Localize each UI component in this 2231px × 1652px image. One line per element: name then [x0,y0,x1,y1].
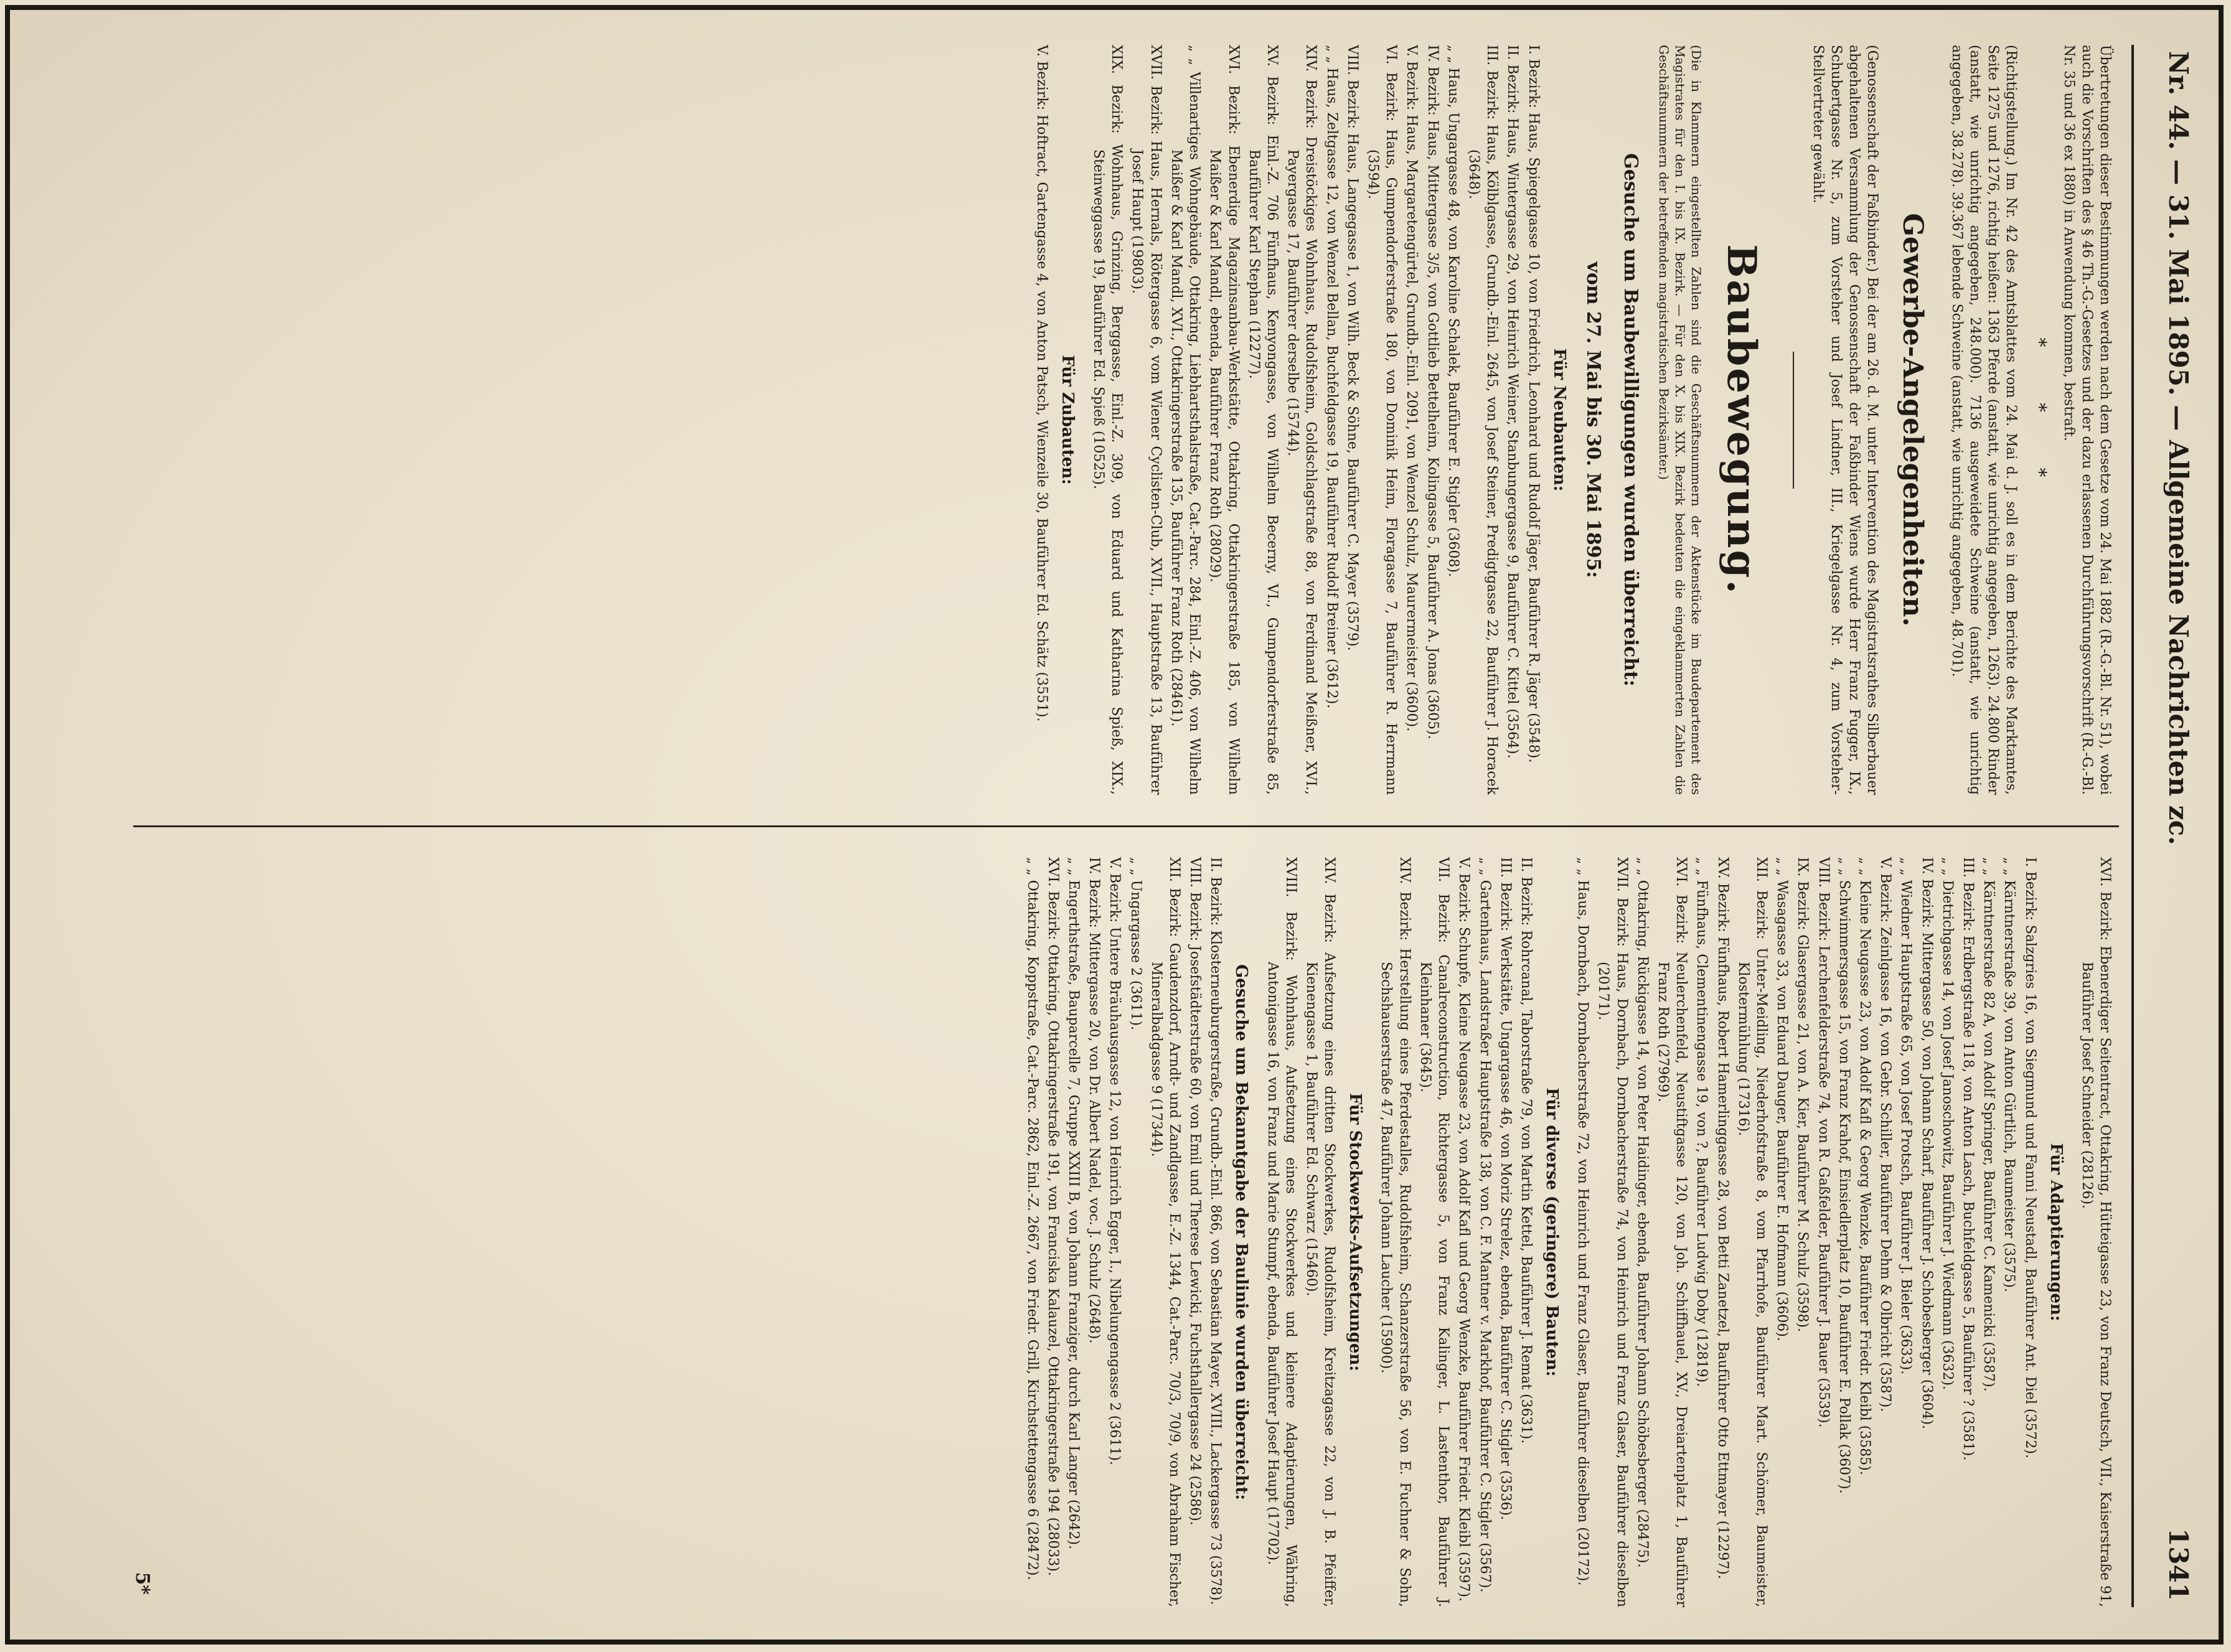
list-item: I. Bezirk: Haus, Spiegelgasse 10, von Friedrich, Leonhard und Rudolf Jäger, Bauführer R. Jäger (3548). [1525,45,1541,763]
stockwerk-list [1263,857,1338,1607]
list-item: „ „ Engerthstraße, Bauparcelle 7, Gruppe XXIII B, von Johann Franziger, durch Karl Langer (2642). [1066,857,1082,1550]
list-item: VIII. Bezirk: Josefstädterstraße 60, von Emil und Therese Lewicki, Fuchsthallergasse 24 (2586). [1187,857,1203,1526]
list-item: „ „ Ottakring, Koppstraße, Cat.-Parc. 2862, Einl.-Z. 2667, von Friedr. Grill, Kirchstettengasse 6 (28472). [1024,857,1040,1580]
list-item: VIII. Bezirk: Lerchenfelderstraße 74, von R. Gaßfelder, Bauführer J. Bauer (3539). [1815,857,1831,1428]
diverse-list [1377,857,1535,1607]
neubauten-list [1089,45,1543,795]
baubewegung-note: (Die in Klammern eingestellten Zahlen sind die Geschäftsnummern der Aktenstücke im Baudepartement des Magistrates für den I. bis IX. Bezirk. — Für den X. bis XIX. Bezirk bedeuten die eingeklammerten Zahlen die Geschäftsnummern der betreffenden magistratischen Bezirksämter.) [1656,45,1704,795]
list-item: XV. Bezirk: Einl.-Z. 706 Fünfhaus, Kenyongasse, von Wilhelm Becerny, VI., Gumpendorferstraße 85, Bauführer Karl Stephan (12277). [1246,45,1280,795]
list-item: „ „ Wasagasse 33, von Eduard Dauger, Bauführer E. Hofmann (3606). [1774,857,1790,1341]
list-item: VIII. Bezirk: Haus, Langegasse 1, von Wilh. Beck & Söhne, Bauführer C. Mayer (3579). [1344,45,1360,651]
list-item: XIX. Bezirk: Wohnhaus, Grinzing, Berggasse, Einl.-Z. 309, von Eduard und Katharina Spieß, XIX., Steinweggasse 19, Bauführer Ed. Spieß (10525). [1091,45,1125,795]
list-item: XIV. Bezirk: Aufsetzung eines dritten Stockwerkes, Rudolfsheim, Kreitzagasse 22, von J. B. Pfeiffer, Kienengasse 1, Bauführer Ed. Schwarz (15460). [1303,857,1338,1607]
list-item: II. Bezirk: Haus, Wintergasse 29, von Heinrich Weiner, Stanbungergasse 9, Bauführer C. Kittel (3564). [1505,45,1521,759]
list-item: III. Bezirk: Haus, Kölblgasse, Grundb.-Einl. 2645, von Josef Steiner, Predigtgasse 22, Bauführer J. Horacek (3648). [1465,45,1500,795]
list-item: V. Bezirk: Untere Bräuhausgasse 12, von Heinrich Egger, I., Nibelungengasse 2 (3611). [1107,857,1123,1465]
header-issue-title: Nr. 44. — 31. Mai 1895. — Allgemeine Nachrichten zc. [2163,51,2194,845]
list-item: „ „ Wiedner Hauptstraße 65, von Josef Protsch, Bauführer J. Bieler (3633). [1898,857,1914,1375]
section-stars: * * * [2028,337,2050,502]
list-item: „ „ Gartenhaus, Landstraßer Hauptstraße 138, von C. F. Mantner v. Markhof, Bauführer C. Stigler (3567). [1477,857,1493,1593]
list-item: VII. Bezirk: Canalreconstruction, Richtergasse 5, von Franz Kalinger, L. Lastenthor, Bauführer J. Kleinhaner (3645). [1417,857,1452,1607]
adaptierungen-list [1574,857,2039,1607]
list-item: „ „ Haus, Dornbach, Dornbacherstraße 72, von Heinrich und Franz Glaser, Bauführer dieselben (20172). [1575,857,1591,1586]
list-item: V. Bezirk: Zeinlgasse 16, von Gebr. Schiller, Bauführer Dehm & Olbricht (3587). [1877,857,1894,1412]
list-item: I. Bezirk: Salzgries 16, von Siegmund und Fanni Neustadl, Bauführer Ant. Diel (3572). [2022,857,2038,1458]
list-item: „ „ Ungargasse 2 (3611). [1127,857,1144,1031]
list-item: XIV. Bezirk: Herstellung eines Pferdestalles, Rudolfsheim, Schanzerstraße 56, von E. Fuchner & Sohn, Sechshauserstraße 47, Bauführer Johann Laucher (15900). [1378,857,1412,1607]
bekanntgabe-list [1023,857,1224,1607]
correction-paragraph: (Richtigstellung.) Im Nr. 42 des Amtsblattes vom 24. Mai d. J. soll es in dem Berichte des Marktamtes, Seite 1275 und 1276, richtig heißen: 1363 Pferde (anstatt, wie unrichtig angegeben, 1263). 24.800 Rinder (anstatt, wie unrichtig angegeben, 248.000). 7136 ausgeweidete Schweine (anstatt, wie unrichtig angegeben, 38.278). 39.367 lebende Schweine (anstatt, wie unrichtig angegeben, 48.701). [1948,45,2019,795]
zubauten-list [1033,45,1051,795]
list-item: XII. Bezirk: Unter-Meidling, Niederhofstraße 8, vom Pfarrhofe, Bauführer Mart. Schömer, Baumeister, Klostermühlung (17316). [1735,857,1769,1607]
list-item: XVI. Bezirk: Neulerchenfeld, Neustiftgasse 120, von Joh. Schiffhauel, XV., Dreiartenplatz 1, Bauführer Franz Roth (27969). [1655,857,1689,1607]
page-header [2131,45,2206,1607]
newspaper-page [127,45,2206,1607]
list-item: V. Bezirk: Schupfe, Kleine Neugasse 23, von Adolf Kafl und Georg Wenzke, Bauführer Friedr. Kleibl (3597). [1456,857,1472,1602]
right-column [1020,857,2114,1607]
list-item: IX. Bezirk: Glasergasse 21, von A. Kier, Bauführer M. Schulz (3598). [1795,857,1811,1333]
neubauten-heading: Für Neubauten: [1549,348,1569,492]
intro-paragraph: Übertretungen dieser Bestimmungen werden nach dem Gesetze vom 24. Mai 1882 (R.-G.-Bl. Nr. 51), wobei auch die Vorschriften des § 46 Th.-G.-Gesetzes und der dazu erlassenen Durchführungsvorschrift (R.-G.-Bl. Nr. 35 und 36 ex 1880) in Anwendung kommen, bestraft. [2060,45,2113,795]
list-item: „ „ Haus, Zeltgasse 12, von Wenzel Bellan, Buchfeldgasse 19, Bauführer Rudolf Breiner (3612). [1323,45,1340,709]
list-item: „ „ Kleine Neugasse 23, von Adolf Kafl & Georg Wenzke, Bauführer Friedr. Kleibl (3585). [1856,857,1872,1475]
list-item: „ „ Haus, Ungargasse 48, von Karoline Schalek, Bauführer E. Stigler (3608). [1445,45,1461,577]
list-item: XVI. Bezirk: Ottakring, Ottakringerstraße 191, von Franciska Kalauzel, Ottakringerstraße 194 (28033). [1045,857,1061,1576]
list-item: III. Bezirk: Werkstätte, Ungargasse 46, von Moriz Strelez, ebenda, Bauführer C. Stigler (3536). [1497,857,1513,1521]
list-item: III. Bezirk: Erdbergstraße 118, von Anton Lasch, Buchfeldgasse 5, Bauführer ? (3581). [1960,857,1976,1461]
list-item: IV. Bezirk: Mittergasse 50, von Johann Scharf, Bauführer J. Schobesberger (3604). [1919,857,1935,1430]
diverse-heading: Für diverse (geringere) Bauten: [1542,1087,1561,1377]
column-divider [133,825,2119,827]
gesuche-date: vom 27. Mai bis 30. Mai 1895: [1582,261,1604,578]
section-rule [1793,352,1794,489]
list-item: XVI. Bezirk: Ebenerdige Magazinsanbau-Werkstätte, Ottakring, Ottakringerstraße 185, von Wilhelm Maißer & Karl Mandl, ebenda, Bauführer Franz Roth (28029). [1207,45,1241,795]
list-item: V. Bezirk: Hoftract, Gartengasse 4, von Anton Patsch, Wienzeile 30, Bauführer Ed. Schätz (3551). [1033,45,1050,722]
gewerbe-paragraph: (Genossenschaft der Faßbinder.) Bei der am 26. d. M. unter Intervention des Magistratsrathes Silberbauer abgehaltenen Versammlung der Genossenschaft der Faßbinder Wiens wurde Herr Franz Fugger, IX., Schubertgasse Nr. 5, zum Vorsteher und Josef Lindner, III., Kriegelgasse Nr. 4, zum Vorsteher-Stellvertreter gewählt. [1810,45,1881,795]
list-item: IV. Bezirk: Haus, Mittergasse 3/5, von Gottlieb Bettelheim, Kolingasse 5, Bauführer A. Jonas (3605). [1424,45,1440,739]
left-column [1030,45,2114,795]
list-item: „ „ Fünfhaus, Clementinengasse 19, von ?, Bauführer Ludwig Doby (12819). [1694,857,1710,1387]
list-item: XII. Bezirk: Gaudenzdorf, Arndt- und Zandlgasse, E.-Z. 1344, Cat.-Parc. 70/3, 70/9, von Abraham Fischer, Mineralbadgasse 9 (17344). [1148,857,1183,1607]
page-number: 1341 [2163,1528,2194,1601]
baubewegung-heading: Baubewegung. [1717,244,1765,596]
list-item: „ „ Schwimmersgasse 15, von Franz Krahof, Einsiedlerplatz 10, Bauführer E. Pollak (3607). [1836,857,1852,1494]
list-item: „ „ Kärntnerstraße 39, von Anton Gürtlich, Baumeister (3575). [2001,857,2017,1292]
list-item: „ „ Dietrichgasse 14, von Josef Janoschowitz, Bauführer J. Wiedmann (3632). [1939,857,1955,1391]
adaptierungen-heading: Für Adaptierungen: [2046,1143,2065,1321]
list-item: VI. Bezirk: Haus, Gumpendorferstraße 180, von Dominik Heim, Floragasse 7, Bauführer R. Herrmann (3594). [1364,45,1399,795]
signature-mark: 5* [131,1572,154,1595]
bekanntgabe-heading: Gesuche um Bekanntgabe der Baulinie wurden überreicht: [1232,964,1251,1500]
stockwerk-heading: Für Stockwerks-Aufsetzungen: [1346,1093,1365,1371]
list-item: IV. Bezirk: Mittergasse 20, von Dr. Albert Nadel, voc. J. Schulz (2648). [1086,857,1102,1344]
list-item: XVII. Bezirk: Haus, Dornbach, Dornbacherstraße 74, von Heinrich und Franz Glaser, Bauführer dieselben (20171). [1595,857,1630,1607]
list-item: XV. Bezirk: Fünfhaus, Robert Hamerlinggasse 28, von Betti Zanetzel, Bauführer Otto Ettmayer (12297). [1714,857,1731,1579]
list-item: „ „ Ottakring, Rückigasse 14, von Peter Haidinger, ebenda, Bauführer Johann Schöbesberger (28475). [1634,857,1650,1568]
gewerbe-heading: Gewerbe-Angelegenheiten. [1897,213,1929,627]
list-item: V. Bezirk: Haus, Margaretengürtel, Grundb.-Einl. 2091, von Wenzel Schulz, Maurermeister (3600). [1404,45,1420,732]
list-item: XIV. Bezirk: Dreistöckiges Wohnhaus, Rudolfsheim, Goldschlagstraße 88, von Ferdinand Meißner, XVI., Payergasse 17, Bauführer derselbe (15744). [1285,45,1319,795]
list-item: XVIII. Bezirk: Wohnhaus, Aufsetzung eines Stockwerkes und kleinere Adaptierungen, Währing, Antonigasse 16, von Franz und Marie Stumpf, ebenda, Bauführer Josef Haupt (17702). [1264,857,1299,1607]
gesuche-heading: Gesuche um Baubewilligungen wurden überreicht: [1619,153,1642,687]
list-item: II. Bezirk: Klosterneuburgerstraße, Grundb.-Einl. 866, von Sebastian Mayer, XVIII., Lackergasse 73 (3578). [1208,857,1224,1605]
list-item: „ „ Kärntnerstraße 82 A, von Adolf Springer, Bauführer C. Kamenicki (3587). [1981,857,1997,1392]
list-item: XVI. Bezirk: Ebenerdiger Seitentract, Ottakring, Hütteigasse 23, von Franz Deutsch, VII., Kaiserstraße 91, Bauführer Josef Schneider (28126). [2078,857,2113,1607]
list-item: „ „ Villenartiges Wohngebäude, Ottakring, Liebhartsthalstraße, Cat.-Parc. 284, Einl.-Z. 406, von Wilhelm Maißer & Karl Mandl, XVI., Ottakringerstraße 135, Bauführer Franz Roth (28461). [1168,45,1203,795]
zubauten-heading: Für Zubauten: [1058,355,1077,485]
list-item: II. Bezirk: Rohrcanal, Taborstraße 79, von Martin Kettel, Bauführer J. Remat (3631). [1518,857,1534,1444]
list-item: XVII. Bezirk: Haus, Hernals, Rötergasse 6, vom Wiener Cyclisten-Club, XVII., Hauptstraße 13, Bauführer Josef Haupt (19803). [1129,45,1163,795]
